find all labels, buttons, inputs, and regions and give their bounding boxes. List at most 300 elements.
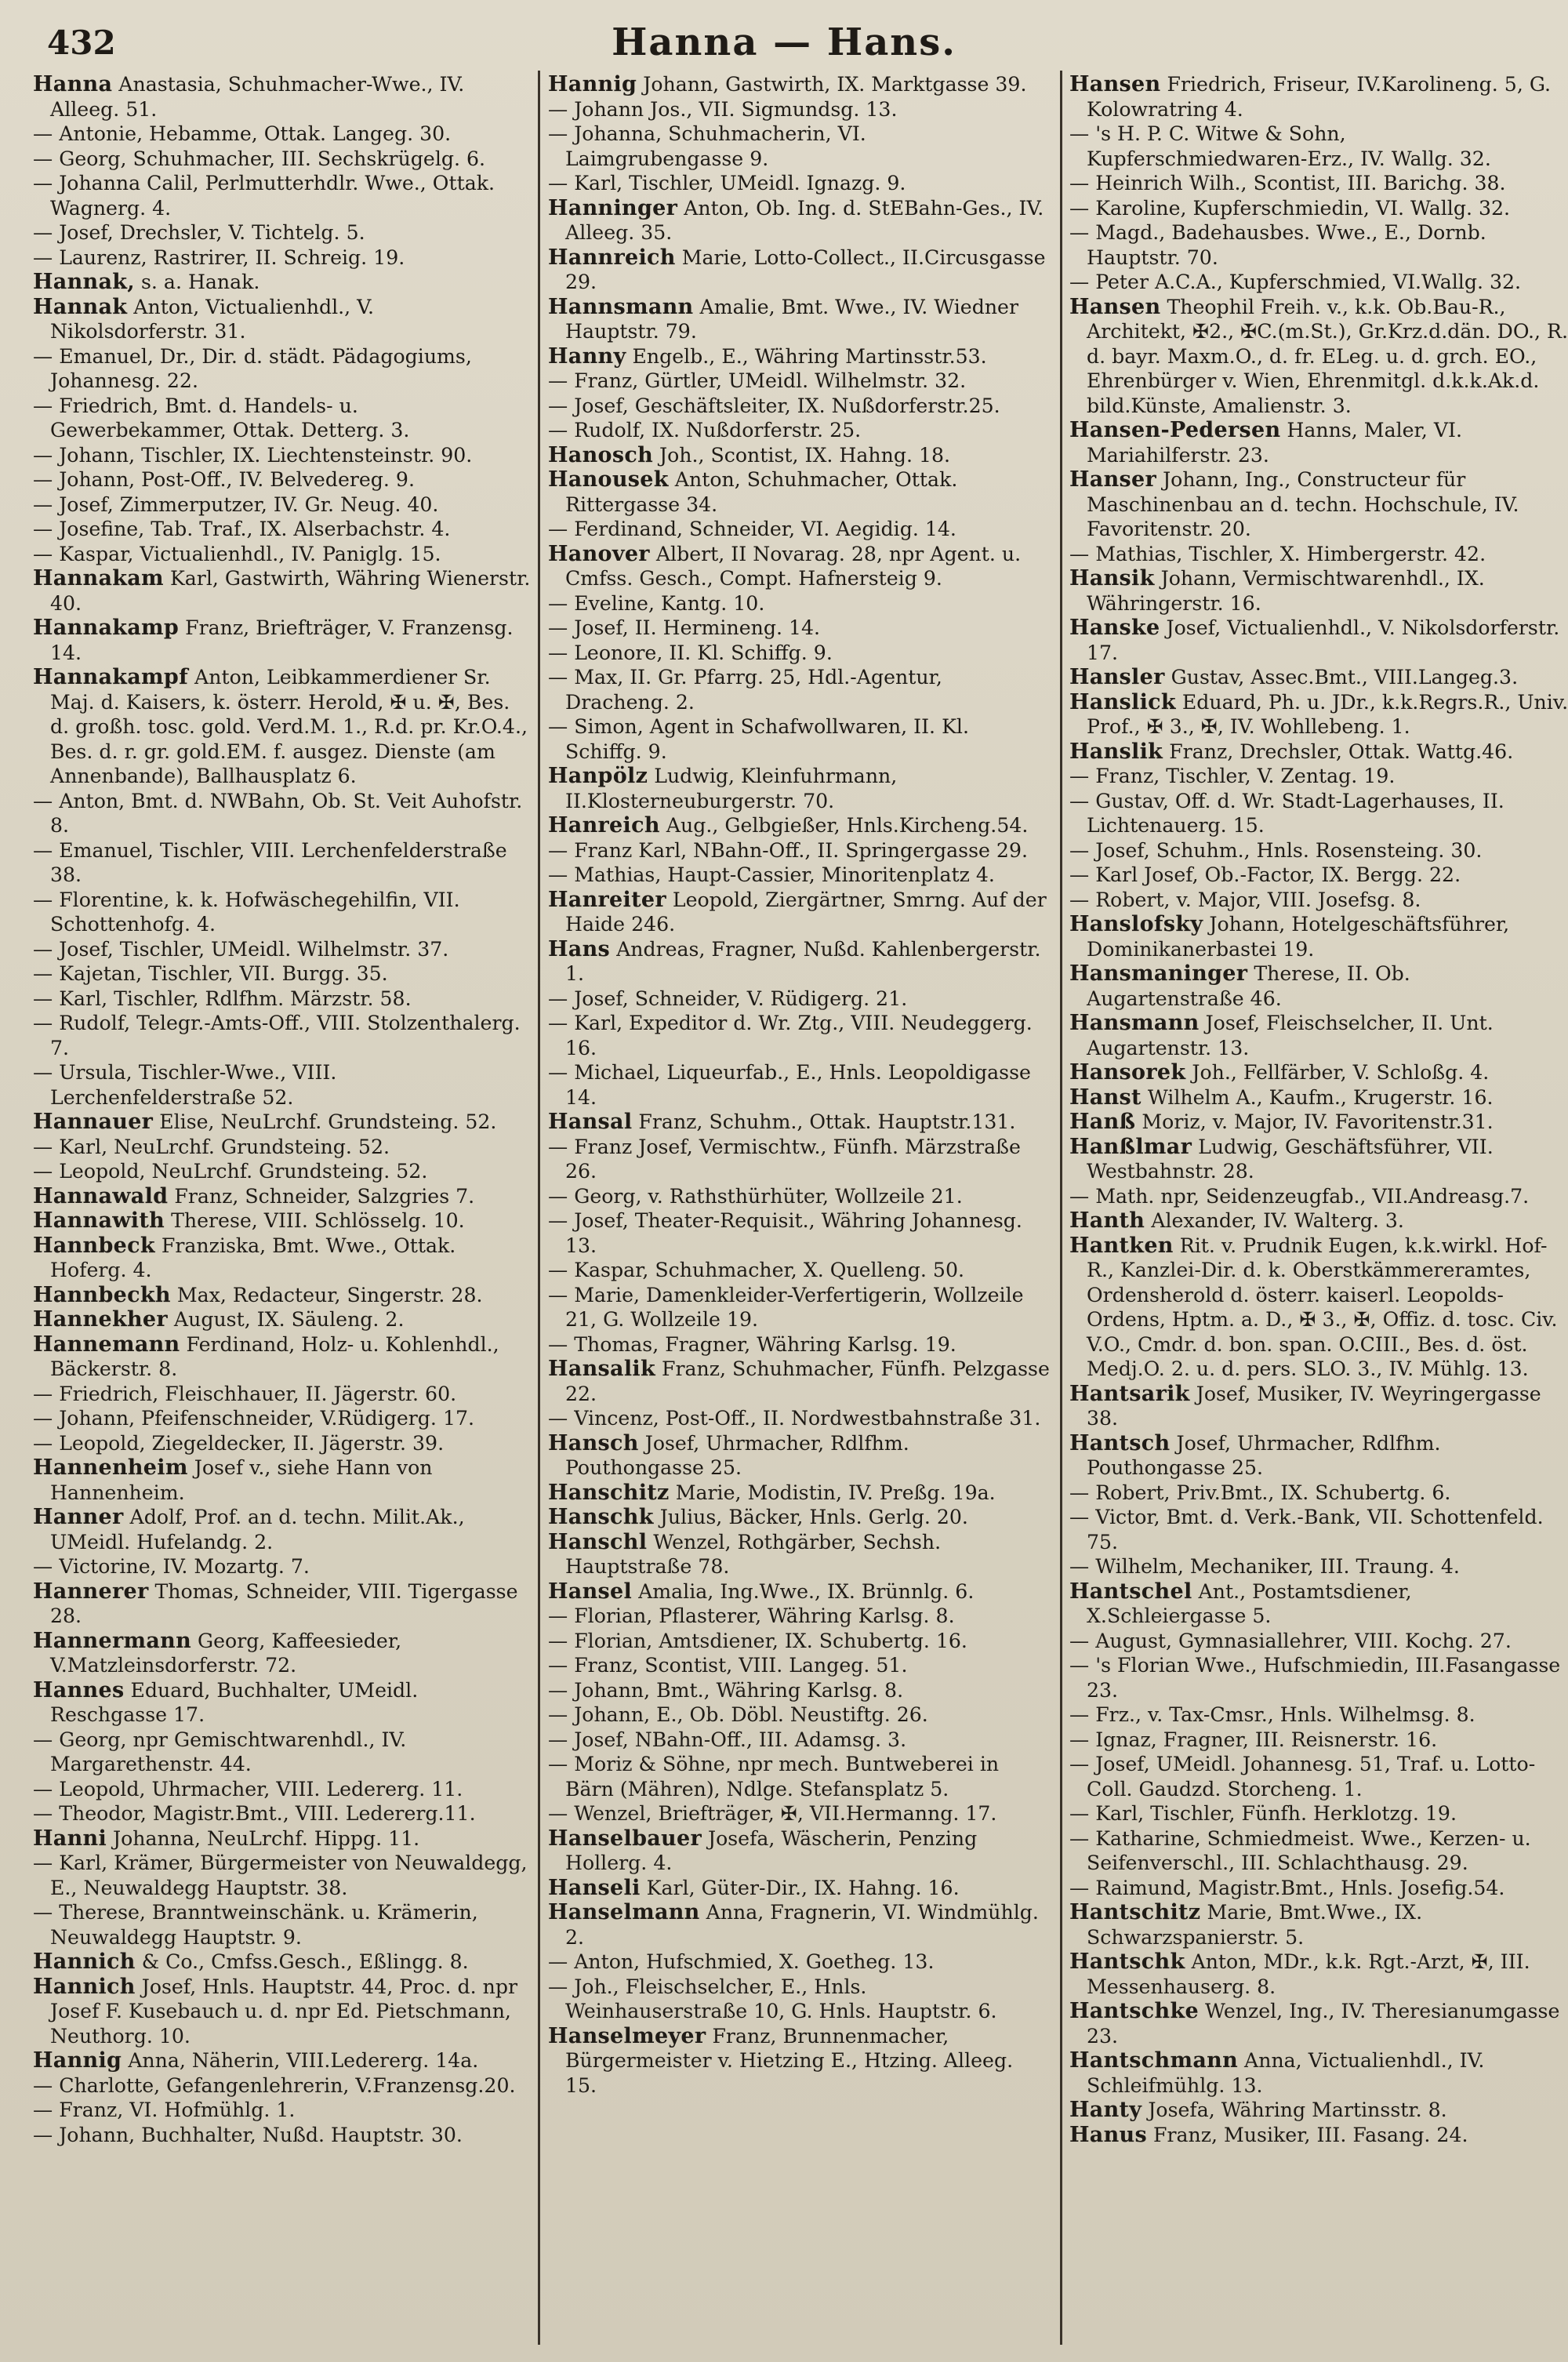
entry-details: — Johann, Post-Off., IV. Belvedereg. 9. — [33, 468, 415, 491]
entry-details: Johann, Ing., Constructeur für Maschinenbau an d. techn. Hochschule, IV. Favoritenstr. 20. — [1087, 468, 1519, 540]
entry-surname: Hansik — [1069, 566, 1155, 590]
entry-surname: Hansal — [548, 1110, 633, 1134]
entry-details: Franz, Schuhmacher, Fünfh. Pelzgasse 22. — [565, 1357, 1050, 1405]
directory-entry — [548, 863, 1050, 888]
directory-entry — [33, 1060, 535, 1110]
directory-entry — [1069, 1060, 1568, 1085]
entry-surname: Hannerer — [33, 1579, 149, 1604]
entry-surname: Hansen — [1069, 294, 1161, 319]
directory-entry — [1069, 2123, 1568, 2148]
directory-entry — [1069, 1950, 1568, 1999]
entry-details: — Wenzel, Briefträger, ✠, VII.Hermanng. 17. — [548, 1802, 997, 1825]
entry-surname: Hanslik — [1069, 739, 1163, 764]
entry-surname: Hansen-Pedersen — [1069, 418, 1281, 442]
directory-entry — [33, 492, 535, 518]
entry-surname: Hanser — [1069, 467, 1157, 492]
entry-details: — Simon, Agent in Schafwollwaren, II. Kl. Schiffg. 9. — [548, 715, 969, 763]
directory-entry — [548, 295, 1050, 344]
directory-entry — [33, 245, 535, 271]
directory-entry — [1069, 295, 1568, 419]
directory-entry — [33, 1283, 535, 1308]
directory-entry — [33, 1579, 535, 1629]
entry-details: — Josef, Schneider, V. Rüdigerg. 21. — [548, 987, 908, 1010]
entry-details: Theophil Freih. v., k.k. Ob.Bau-R., Architekt, ✠2., ✠C.(m.St.), Gr.Krz.d.dän. DO., R. d. bayr. Maxm.O., d. fr. ELeg. u. d. grch. EO., Ehrenbürger v. Wien, Ehrenmitgl. d.k.k.Ak.d. bild.Künste, Amalienstr. 3. — [1087, 295, 1568, 417]
entry-details: Anton, Leibkammerdiener Sr. Maj. d. Kaisers, k. österr. Herold, ✠ u. ✠, Bes. d. großh. tosc. gold. Verd.M. 1., R.d. pr. Kr.O.4., Bes. d. r. gr. gold.EM. f. ausgez. Dienste (am Annenbande), Ballhausplatz 6. — [50, 666, 528, 787]
directory-entry — [548, 1653, 1050, 1678]
entry-details: — Johanna, Schuhmacherin, VI. Laimgrubengasse 9. — [548, 122, 866, 170]
entry-surname: Hanna — [33, 72, 113, 96]
entry-details: Anton, MDr., k.k. Rgt.-Arzt, ✠, III. Messenhauserg. 8. — [1087, 1950, 1530, 1998]
entry-surname: Hanty — [1069, 2098, 1142, 2122]
entry-details: — Thomas, Fragner, Währing Karlsg. 19. — [548, 1332, 956, 1356]
entry-surname: Hanni — [33, 1826, 107, 1851]
directory-entry — [33, 616, 535, 665]
entry-surname: Hanske — [1069, 616, 1160, 640]
directory-entry — [548, 1826, 1050, 1876]
directory-entry — [33, 2073, 535, 2099]
directory-entry — [33, 665, 535, 789]
entry-surname: Hansler — [1069, 665, 1165, 689]
directory-entry — [548, 838, 1050, 863]
directory-entry — [1069, 1876, 1568, 1901]
entry-details: — Franz, VI. Hofmühlg. 1. — [33, 2099, 296, 2121]
entry-surname: Hanus — [1069, 2122, 1147, 2147]
directory-entry — [33, 1900, 535, 1950]
entry-details: — Frz., v. Tax-Cmsr., Hnls. Wilhelmsg. 8. — [1069, 1703, 1475, 1726]
entry-surname: Hannig — [548, 72, 637, 96]
entry-details: Josef, Fleischselcher, II. Unt. Augartenstr. 13. — [1087, 1012, 1494, 1059]
directory-entry — [33, 1011, 535, 1060]
entry-details: — Marie, Damenkleider-Verfertigerin, Wollzeile 21, G. Wollzeile 19. — [548, 1283, 1024, 1331]
entry-details: Thomas, Schneider, VIII. Tigergasse 28. — [50, 1579, 518, 1627]
directory-entry — [33, 937, 535, 962]
directory-entry — [548, 1011, 1050, 1060]
directory-entry — [548, 937, 1050, 987]
entry-details: Eduard, Ph. u. JDr., k.k.Regrs.R., Univ. Prof., ✠ 3., ✠, IV. Wohllebeng. 1. — [1087, 690, 1568, 738]
entry-details: — Joh., Fleischselcher, E., Hnls. Weinhauserstraße 10, G. Hnls. Hauptstr. 6. — [548, 1975, 997, 2022]
directory-entry — [33, 344, 535, 394]
entry-details: — Georg, v. Rathsthürhüter, Wollzeile 21. — [548, 1184, 963, 1208]
entry-details: Johanna, NeuLrchf. Hippg. 11. — [113, 1826, 420, 1850]
entry-details: Anton, Victualienhdl., V. Nikolsdorferstr. 31. — [50, 295, 374, 343]
directory-entry — [1069, 1554, 1568, 1579]
entry-details: — Katharine, Schmiedmeist. Wwe., Kerzen- u. Seifenverschl., III. Schlachthausg. 29. — [1069, 1826, 1531, 1874]
entry-details: Anna, Fragnerin, VI. Windmühlg. 2. — [565, 1901, 1039, 1949]
entry-surname: Hanth — [1069, 1208, 1145, 1233]
directory-entry — [1069, 1579, 1568, 1629]
directory-entry — [1069, 72, 1568, 122]
entry-details: — Friedrich, Bmt. d. Handels- u. Gewerbekammer, Ottak. Detterg. 3. — [33, 394, 410, 442]
directory-entry — [548, 344, 1050, 369]
entry-surname: Hanslick — [1069, 689, 1176, 714]
directory-entry — [548, 1110, 1050, 1135]
entry-details: Hanns, Maler, VI. Mariahilferstr. 23. — [1087, 419, 1462, 467]
entry-details: — Raimund, Magistr.Bmt., Hnls. Josefig.54. — [1069, 1876, 1505, 1899]
entry-details: — Josef, Drechsler, V. Tichtelg. 5. — [33, 221, 365, 244]
directory-entry — [1069, 665, 1568, 690]
entry-details: — Georg, npr Gemischtwarenhdl., IV. Margarethenstr. 44. — [33, 1728, 407, 1775]
directory-entry — [33, 517, 535, 542]
directory-entry — [548, 987, 1050, 1012]
entry-details: Joh., Scontist, IX. Hahng. 18. — [659, 443, 951, 467]
directory-entry — [33, 2048, 535, 2073]
directory-entry — [1069, 1801, 1568, 1826]
directory-entry — [548, 1406, 1050, 1431]
entry-details: — Florian, Pflasterer, Währing Karlsg. 8. — [548, 1604, 955, 1627]
entry-details: — Josefine, Tab. Traf., IX. Alserbachstr. 4. — [33, 518, 451, 540]
directory-entry — [1069, 1234, 1568, 1382]
entry-details: — Karl, NeuLrchf. Grundsteing. 52. — [33, 1135, 390, 1158]
entry-surname: Hanousek — [548, 467, 669, 492]
directory-entry — [1069, 863, 1568, 888]
entry-details: — 's H. P. C. Witwe & Sohn, Kupferschmiedwaren-Erz., IV. Wallg. 32. — [1069, 122, 1491, 170]
entry-details: — Leopold, Uhrmacher, VIII. Ledererg. 11. — [33, 1777, 463, 1801]
directory-entry — [1069, 1702, 1568, 1728]
entry-surname: Hanselmann — [548, 1900, 700, 1924]
entry-details: Anastasia, Schuhmacher-Wwe., IV. Alleeg. 51. — [50, 73, 465, 121]
entry-surname: Hannak, — [33, 270, 135, 294]
directory-entry — [33, 467, 535, 492]
entry-details: Josefa, Wäscherin, Penzing Hollerg. 4. — [565, 1826, 978, 1874]
directory-entry — [548, 1604, 1050, 1629]
entry-details: — Emanuel, Tischler, VIII. Lerchenfelderstraße 38. — [33, 838, 507, 886]
entry-details: — Johann, Buchhalter, Nußd. Hauptstr. 30. — [33, 2123, 463, 2146]
directory-entry — [1069, 764, 1568, 789]
entry-surname: Hanschk — [548, 1505, 654, 1529]
entry-details: — Peter A.C.A., Kupferschmied, VI.Wallg. 32. — [1069, 271, 1522, 293]
entry-details: Josef v., siehe Hann von Hannenheim. — [50, 1456, 433, 1504]
entry-details: Franz, Brunnenmacher, Bürgermeister v. Hietzing E., Htzing. Alleeg. 15. — [565, 2024, 1014, 2097]
entry-details: Wenzel, Rothgärber, Sechsh. Hauptstraße 78. — [565, 1530, 942, 1578]
entry-surname: Hannakam — [33, 566, 164, 590]
entry-surname: Hannenheim — [33, 1455, 188, 1480]
entry-details: Ant., Postamtsdiener, X.Schleiergasse 5. — [1087, 1579, 1412, 1627]
entry-details: — Georg, Schuhmacher, III. Sechskrügelg. 6. — [33, 147, 486, 170]
entry-details: Moriz, v. Major, IV. Favoritenstr.31. — [1142, 1110, 1494, 1133]
entry-details: — Franz Josef, Vermischtw., Fünfh. Märzstraße 26. — [548, 1135, 1021, 1183]
entry-details: — Robert, v. Major, VIII. Josefsg. 8. — [1069, 888, 1421, 911]
entry-surname: Hanny — [548, 343, 626, 369]
entry-details: Josef, Uhrmacher, Rdlfhm. Pouthongasse 25. — [565, 1431, 909, 1479]
entry-details: Alexander, IV. Walterg. 3. — [1151, 1209, 1404, 1232]
directory-entry — [1069, 1900, 1568, 1950]
entry-details: Marie, Modistin, IV. Preßg. 19a. — [675, 1481, 996, 1504]
directory-entry — [548, 1332, 1050, 1357]
directory-entry — [33, 1554, 535, 1579]
directory-entry — [548, 394, 1050, 419]
directory-entry — [33, 122, 535, 147]
directory-entry — [33, 1629, 535, 1678]
entry-details: Leopold, Ziergärtner, Smrng. Auf der Haide 246. — [565, 888, 1047, 936]
entry-details: — Karl, Tischler, UMeidl. Ignazg. 9. — [548, 172, 906, 194]
entry-surname: Hantsch — [1069, 1430, 1171, 1455]
entry-details: Franz, Schneider, Salzgries 7. — [174, 1184, 475, 1208]
entry-details: — Wilhelm, Mechaniker, III. Traung. 4. — [1069, 1555, 1460, 1578]
directory-entry — [1069, 122, 1568, 171]
entry-details: — Josef, NBahn-Off., III. Adamsg. 3. — [548, 1728, 907, 1751]
entry-surname: Hanschl — [548, 1529, 648, 1554]
directory-entry — [33, 1950, 535, 1975]
directory-entry — [33, 1431, 535, 1456]
entry-details: Franz, Briefträger, V. Franzensg. 14. — [50, 616, 514, 664]
entry-details: — Leopold, NeuLrchf. Grundsteing. 52. — [33, 1160, 428, 1183]
directory-entry — [548, 1184, 1050, 1209]
directory-entry — [33, 566, 535, 616]
directory-entry — [1069, 270, 1568, 295]
entry-details: — Florian, Amtsdiener, IX. Schubertg. 16. — [548, 1629, 967, 1652]
entry-details: — Laurenz, Rastrirer, II. Schreig. 19. — [33, 245, 405, 269]
directory-entry — [33, 1851, 535, 1900]
directory-entry — [548, 369, 1050, 394]
entry-surname: Hannsmann — [548, 294, 694, 319]
directory-entry — [548, 1678, 1050, 1703]
directory-entry — [33, 1505, 535, 1554]
entry-details: — Antonie, Hebamme, Ottak. Langeg. 30. — [33, 122, 452, 145]
entry-details: — 's Florian Wwe., Hufschmiedin, III.Fasangasse 23. — [1069, 1654, 1561, 1702]
entry-surname: Hanreich — [548, 813, 660, 838]
entry-details: Ludwig, Geschäftsführer, VII. Westbahnstr. 28. — [1087, 1135, 1494, 1183]
directory-entry — [548, 1900, 1050, 1950]
entry-details: — Josef, Tischler, UMeidl. Wilhelmstr. 37. — [33, 937, 449, 961]
entry-surname: Hannig — [33, 2048, 122, 2073]
entry-details: — Karl, Tischler, Rdlfhm. Märzstr. 58. — [33, 987, 412, 1010]
directory-entry — [548, 418, 1050, 443]
entry-details: — Leopold, Ziegeldecker, II. Jägerstr. 39. — [33, 1431, 445, 1455]
entry-details: — Johann, Pfeifenschneider, V.Rüdigerg. 17. — [33, 1407, 475, 1430]
entry-surname: Hannekher — [33, 1307, 168, 1332]
entry-surname: Hansch — [548, 1430, 639, 1455]
entry-details: — Franz, Tischler, V. Zentag. 19. — [1069, 765, 1396, 787]
directory-entry — [33, 542, 535, 567]
entry-details: — Josef, UMeidl. Johannesg. 51, Traf. u. Lotto-Coll. Gaudzd. Storcheng. 1. — [1069, 1753, 1536, 1801]
column-right — [1069, 72, 1568, 2346]
entry-details: Josef, Uhrmacher, Rdlfhm. Pouthongasse 25. — [1087, 1431, 1441, 1479]
entry-details: — Max, II. Gr. Pfarrg. 25, Hdl.-Agentur, Dracheng. 2. — [548, 666, 942, 714]
directory-entry — [548, 1431, 1050, 1481]
entry-details: — Vincenz, Post-Off., II. Nordwestbahnstraße 31. — [548, 1407, 1041, 1430]
entry-details: — Mathias, Tischler, X. Himbergerstr. 42. — [1069, 542, 1486, 565]
entry-details: — Gustav, Off. d. Wr. Stadt-Lagerhauses, II. Lichtenauerg. 15. — [1069, 789, 1504, 837]
entry-surname: Hansalik — [548, 1357, 655, 1381]
directory-entry — [33, 72, 535, 122]
column-divider — [538, 71, 540, 2345]
entry-details: Gustav, Assec.Bmt., VIII.Langeg.3. — [1171, 666, 1519, 689]
entry-details: — Math. npr, Seidenzeugfab., VII.Andreasg.7. — [1069, 1184, 1530, 1208]
entry-surname: Hanover — [548, 541, 650, 566]
directory-entry — [548, 1702, 1050, 1728]
directory-entry — [548, 196, 1050, 245]
entry-details: — Franz, Scontist, VIII. Langeg. 51. — [548, 1654, 908, 1677]
entry-details: Therese, VIII. Schlösselg. 10. — [171, 1209, 465, 1232]
directory-entry — [1069, 1826, 1568, 1876]
entry-surname: Hanschitz — [548, 1480, 670, 1505]
directory-entry — [33, 1184, 535, 1209]
entry-details: Franz, Drechsler, Ottak. Wattg.46. — [1169, 739, 1514, 763]
entry-details: — Karl, Krämer, Bürgermeister von Neuwaldegg, E., Neuwaldegg Hauptstr. 38. — [33, 1851, 528, 1899]
directory-entry — [33, 1382, 535, 1407]
entry-details: — Anton, Bmt. d. NWBahn, Ob. St. Veit Auhofstr. 8. — [33, 789, 523, 837]
directory-entry — [548, 641, 1050, 666]
directory-entry — [548, 1258, 1050, 1283]
directory-entry — [548, 665, 1050, 714]
entry-details: — Kaspar, Schuhmacher, X. Quelleng. 50. — [548, 1259, 964, 1281]
entry-details: Albert, II Novarag. 28, npr Agent. u. Cmfss. Gesch., Compt. Hafnersteig 9. — [565, 542, 1022, 590]
directory-entry — [548, 714, 1050, 764]
entry-details: Franziska, Bmt. Wwe., Ottak. Hoferg. 4. — [50, 1234, 456, 1281]
entry-surname: Hanselbauer — [548, 1826, 702, 1851]
entry-surname: Hansen — [1069, 72, 1161, 96]
directory-entry — [33, 1975, 535, 2049]
entry-details: — Ignaz, Fragner, III. Reisnerstr. 16. — [1069, 1728, 1438, 1751]
entry-surname: Hanpölz — [548, 764, 648, 788]
entry-details: — Therese, Branntweinschänk. u. Krämerin, Neuwaldegg Hauptstr. 9. — [33, 1901, 478, 1949]
entry-surname: Hannakamp — [33, 616, 180, 640]
entry-surname: Hanseli — [548, 1875, 641, 1900]
directory-entry — [548, 1208, 1050, 1258]
entry-details: — Rudolf, Telegr.-Amts-Off., VIII. Stolzenthalerg. 7. — [33, 1012, 521, 1059]
directory-entry — [1069, 542, 1568, 567]
directory-entry — [548, 1357, 1050, 1406]
directory-entry — [548, 1801, 1050, 1826]
entry-details: Rit. v. Prudnik Eugen, k.k.wirkl. Hof-R., Kanzlei-Dir. d. k. Oberstkämmereramtes, Ordensherold d. österr. kaiserl. Leopolds-Ordens, Hptm. a. D., ✠ 3., ✠, Offiz. d. tosc. Civ. V.O., Cmdr. d. bon. span. O.CIII., Bes. d. öst. Medj.O. 2. u. d. pers. SLO. 3., IV. Mühlg. 13. — [1087, 1234, 1558, 1380]
directory-entry — [33, 1159, 535, 1184]
directory-entry — [1069, 1629, 1568, 1654]
entry-details: Joh., Fellfärber, V. Schloßg. 4. — [1192, 1061, 1490, 1084]
entry-details: Eduard, Buchhalter, UMeidl. Reschgasse 17. — [50, 1678, 419, 1726]
directory-entry — [1069, 467, 1568, 542]
entry-details: — Josef, Zimmerputzer, IV. Gr. Neug. 40. — [33, 492, 439, 516]
directory-entry — [33, 888, 535, 937]
directory-entry — [33, 2123, 535, 2148]
entry-details: Franz, Schuhm., Ottak. Hauptstr.131. — [638, 1110, 1016, 1133]
entry-surname: Hansmann — [1069, 1011, 1200, 1035]
directory-entry — [33, 1777, 535, 1802]
directory-entry — [33, 394, 535, 443]
entry-details: — Emanuel, Dr., Dir. d. städt. Pädagogiums, Johannesg. 22. — [33, 344, 472, 392]
entry-surname: Hannak — [33, 294, 128, 319]
directory-entry — [548, 1283, 1050, 1332]
directory-entry — [1069, 220, 1568, 270]
entry-details: Johann, Vermischtwarenhdl., IX. Währingerstr. 16. — [1087, 567, 1485, 615]
entry-surname: Hantschke — [1069, 1999, 1199, 2023]
entry-details: Josef, Hnls. Hauptstr. 44, Proc. d. npr Josef F. Kusebauch u. d. npr Ed. Pietschmann, Neuthorg. 10. — [50, 1975, 518, 2048]
directory-entry — [33, 1135, 535, 1160]
directory-entry — [548, 122, 1050, 171]
entry-details: — Theodor, Magistr.Bmt., VIII. Ledererg.11. — [33, 1802, 476, 1825]
directory-entry — [1069, 196, 1568, 221]
entry-details: — Johann, E., Ob. Döbl. Neustiftg. 26. — [548, 1703, 928, 1726]
entry-surname: Hantsarik — [1069, 1381, 1190, 1406]
entry-surname: Hanslofsky — [1069, 912, 1203, 936]
entry-details: — Kaspar, Victualienhdl., IV. Paniglg. 15. — [33, 542, 441, 565]
directory-entry — [548, 888, 1050, 937]
entry-details: Wilhelm A., Kaufm., Krugerstr. 16. — [1147, 1085, 1494, 1109]
directory-entry — [33, 1208, 535, 1234]
directory-entry — [548, 1505, 1050, 1530]
directory-entry — [548, 813, 1050, 838]
entry-details: August, IX. Säuleng. 2. — [173, 1308, 405, 1331]
entry-details: Johann, Gastwirth, IX. Marktgasse 39. — [643, 73, 1027, 96]
entry-details: Adolf, Prof. an d. techn. Milit.Ak., UMeidl. Hufelandg. 2. — [50, 1506, 465, 1553]
directory-entry — [1069, 1110, 1568, 1135]
directory-entry — [33, 171, 535, 220]
directory-entry — [33, 295, 535, 344]
directory-entry — [1069, 961, 1568, 1011]
directory-entry — [548, 1950, 1050, 1975]
entry-surname: Hannich — [33, 1974, 136, 1999]
entry-surname: Hanner — [33, 1505, 124, 1529]
directory-entry — [1069, 1184, 1568, 1209]
entry-details: Karl, Gastwirth, Währing Wienerstr. 40. — [50, 567, 531, 615]
entry-details: Aug., Gelbgießer, Hnls.Kircheng.54. — [666, 814, 1029, 837]
entry-details: — Ursula, Tischler-Wwe., VIII. Lerchenfelderstraße 52. — [33, 1061, 337, 1109]
directory-entry — [33, 1728, 535, 1777]
directory-entry — [548, 245, 1050, 295]
entry-details: Wenzel, Ing., IV. Theresianumgasse 23. — [1087, 2000, 1560, 2048]
directory-entry — [33, 1110, 535, 1135]
directory-entry — [33, 270, 535, 295]
directory-entry — [1069, 1382, 1568, 1431]
entry-details: s. a. Hanak. — [140, 271, 260, 293]
directory-entry — [1069, 789, 1568, 838]
entry-surname: Hanreiter — [548, 887, 666, 912]
entry-surname: Hanselmeyer — [548, 2023, 706, 2048]
entry-surname: Hannawith — [33, 1208, 165, 1233]
entry-details: — Michael, Liqueurfab., E., Hnls. Leopoldigasse 14. — [548, 1061, 1031, 1109]
entry-details: & Co., Cmfss.Gesch., Eßlingg. 8. — [141, 1950, 469, 1973]
entry-details: — Karl Josef, Ob.-Factor, IX. Bergg. 22. — [1069, 863, 1461, 886]
entry-details: Engelb., E., Währing Martinsstr.53. — [632, 344, 987, 368]
directory-entry — [548, 97, 1050, 122]
entry-details: — Karl, Expeditor d. Wr. Ztg., VIII. Neudeggerg. 16. — [548, 1012, 1033, 1059]
entry-surname: Hannes — [33, 1677, 125, 1702]
entry-surname: Hantschel — [1069, 1579, 1192, 1604]
directory-entry — [548, 1752, 1050, 1801]
directory-entry — [548, 171, 1050, 196]
entry-details: — Ferdinand, Schneider, VI. Aegidig. 14. — [548, 518, 956, 540]
directory-entry — [1069, 1135, 1568, 1184]
entry-surname: Hansorek — [1069, 1060, 1186, 1085]
entry-details: — Franz Karl, NBahn-Off., II. Springergasse 29. — [548, 838, 1028, 862]
directory-entry — [548, 591, 1050, 616]
entry-details: — Josef, Schuhm., Hnls. Rosensteing. 30. — [1069, 838, 1483, 862]
entry-details: — Johann Jos., VII. Sigmundsg. 13. — [548, 97, 898, 121]
entry-details: — Kajetan, Tischler, VII. Burgg. 35. — [33, 962, 388, 985]
entry-surname: Hansel — [548, 1579, 633, 1604]
entry-details: Georg, Kaffeesieder, V.Matzleinsdorferstr. 72. — [50, 1629, 402, 1677]
entry-details: Anton, Schuhmacher, Ottak. Rittergasse 34. — [565, 468, 958, 516]
directory-entry — [33, 1678, 535, 1728]
directory-entry — [548, 2024, 1050, 2099]
directory-entry — [1069, 1208, 1568, 1234]
directory-entry — [1069, 1728, 1568, 1753]
directory-entry — [33, 443, 535, 468]
entry-details: Friedrich, Friseur, IV.Karolineng. 5, G. Kolowratring 4. — [1087, 73, 1552, 121]
entry-surname: Hantschk — [1069, 1950, 1185, 1974]
directory-entry — [1069, 616, 1568, 665]
directory-entry — [1069, 1011, 1568, 1060]
column-left — [33, 72, 535, 2346]
entry-surname: Hanosch — [548, 442, 654, 467]
entry-surname: Hannemann — [33, 1332, 180, 1357]
directory-entry — [33, 1801, 535, 1826]
entry-details: Josefa, Währing Martinsstr. 8. — [1148, 2099, 1447, 2121]
directory-entry — [1069, 2098, 1568, 2123]
entry-surname: Hannakampf — [33, 665, 189, 689]
entry-details: — Victor, Bmt. d. Verk.-Bank, VII. Schottenfeld. 75. — [1069, 1506, 1544, 1553]
entry-details: Ludwig, Kleinfuhrmann, II.Klosterneuburgerstr. 70. — [565, 765, 898, 812]
entry-details: — Josef, II. Hermineng. 14. — [548, 616, 821, 639]
